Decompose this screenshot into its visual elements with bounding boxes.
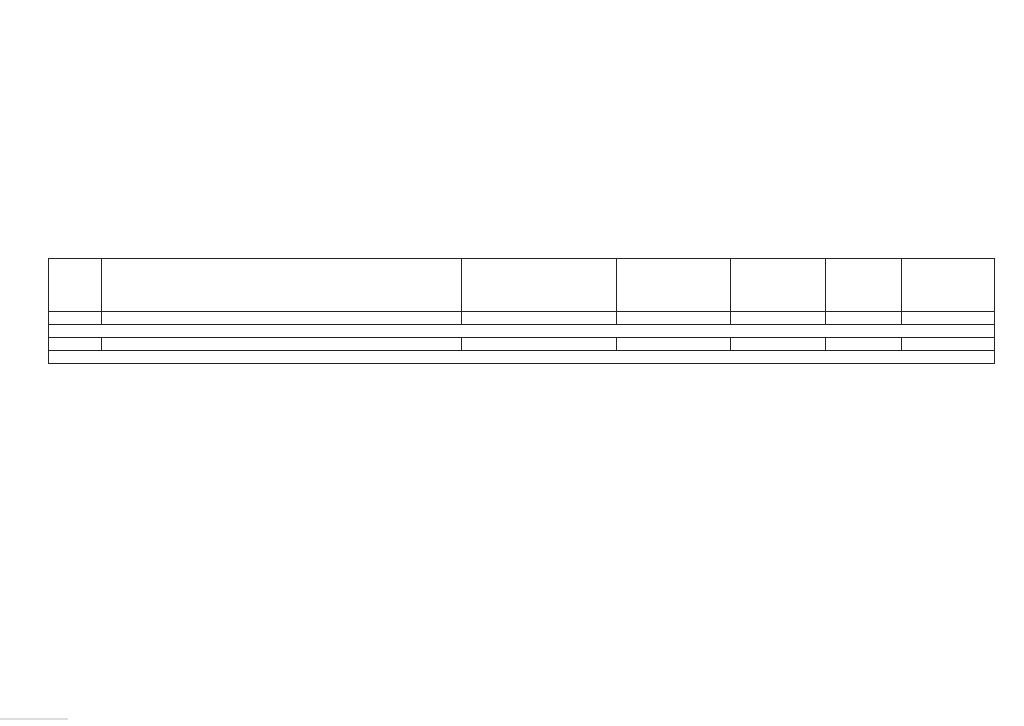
footer-mark: [0, 718, 68, 720]
header-cell: [731, 259, 826, 312]
row-name: [102, 338, 462, 351]
column-number: [49, 312, 102, 325]
header-cell: [826, 259, 902, 312]
column-number: [462, 312, 617, 325]
main-table-body: [49, 312, 995, 364]
column-number: [826, 312, 902, 325]
group-title: [49, 325, 995, 338]
group-title: [49, 351, 995, 364]
main-table: [48, 258, 995, 364]
row-number: [49, 338, 102, 351]
empty-cell: [731, 338, 826, 351]
header-cell: [902, 259, 995, 312]
empty-cell: [826, 338, 902, 351]
empty-cell: [462, 338, 617, 351]
header-cell: [617, 259, 731, 312]
column-number-row: [49, 312, 995, 325]
column-number: [102, 312, 462, 325]
header-cell: [102, 259, 462, 312]
column-number: [617, 312, 731, 325]
column-number: [731, 312, 826, 325]
header-row: [49, 259, 995, 312]
header-cell: [49, 259, 102, 312]
group-row: [49, 325, 995, 338]
column-number: [902, 312, 995, 325]
table-row: [49, 338, 995, 351]
header-cell: [462, 259, 617, 312]
empty-cell: [902, 338, 995, 351]
group-row: [49, 351, 995, 364]
empty-cell: [617, 338, 731, 351]
